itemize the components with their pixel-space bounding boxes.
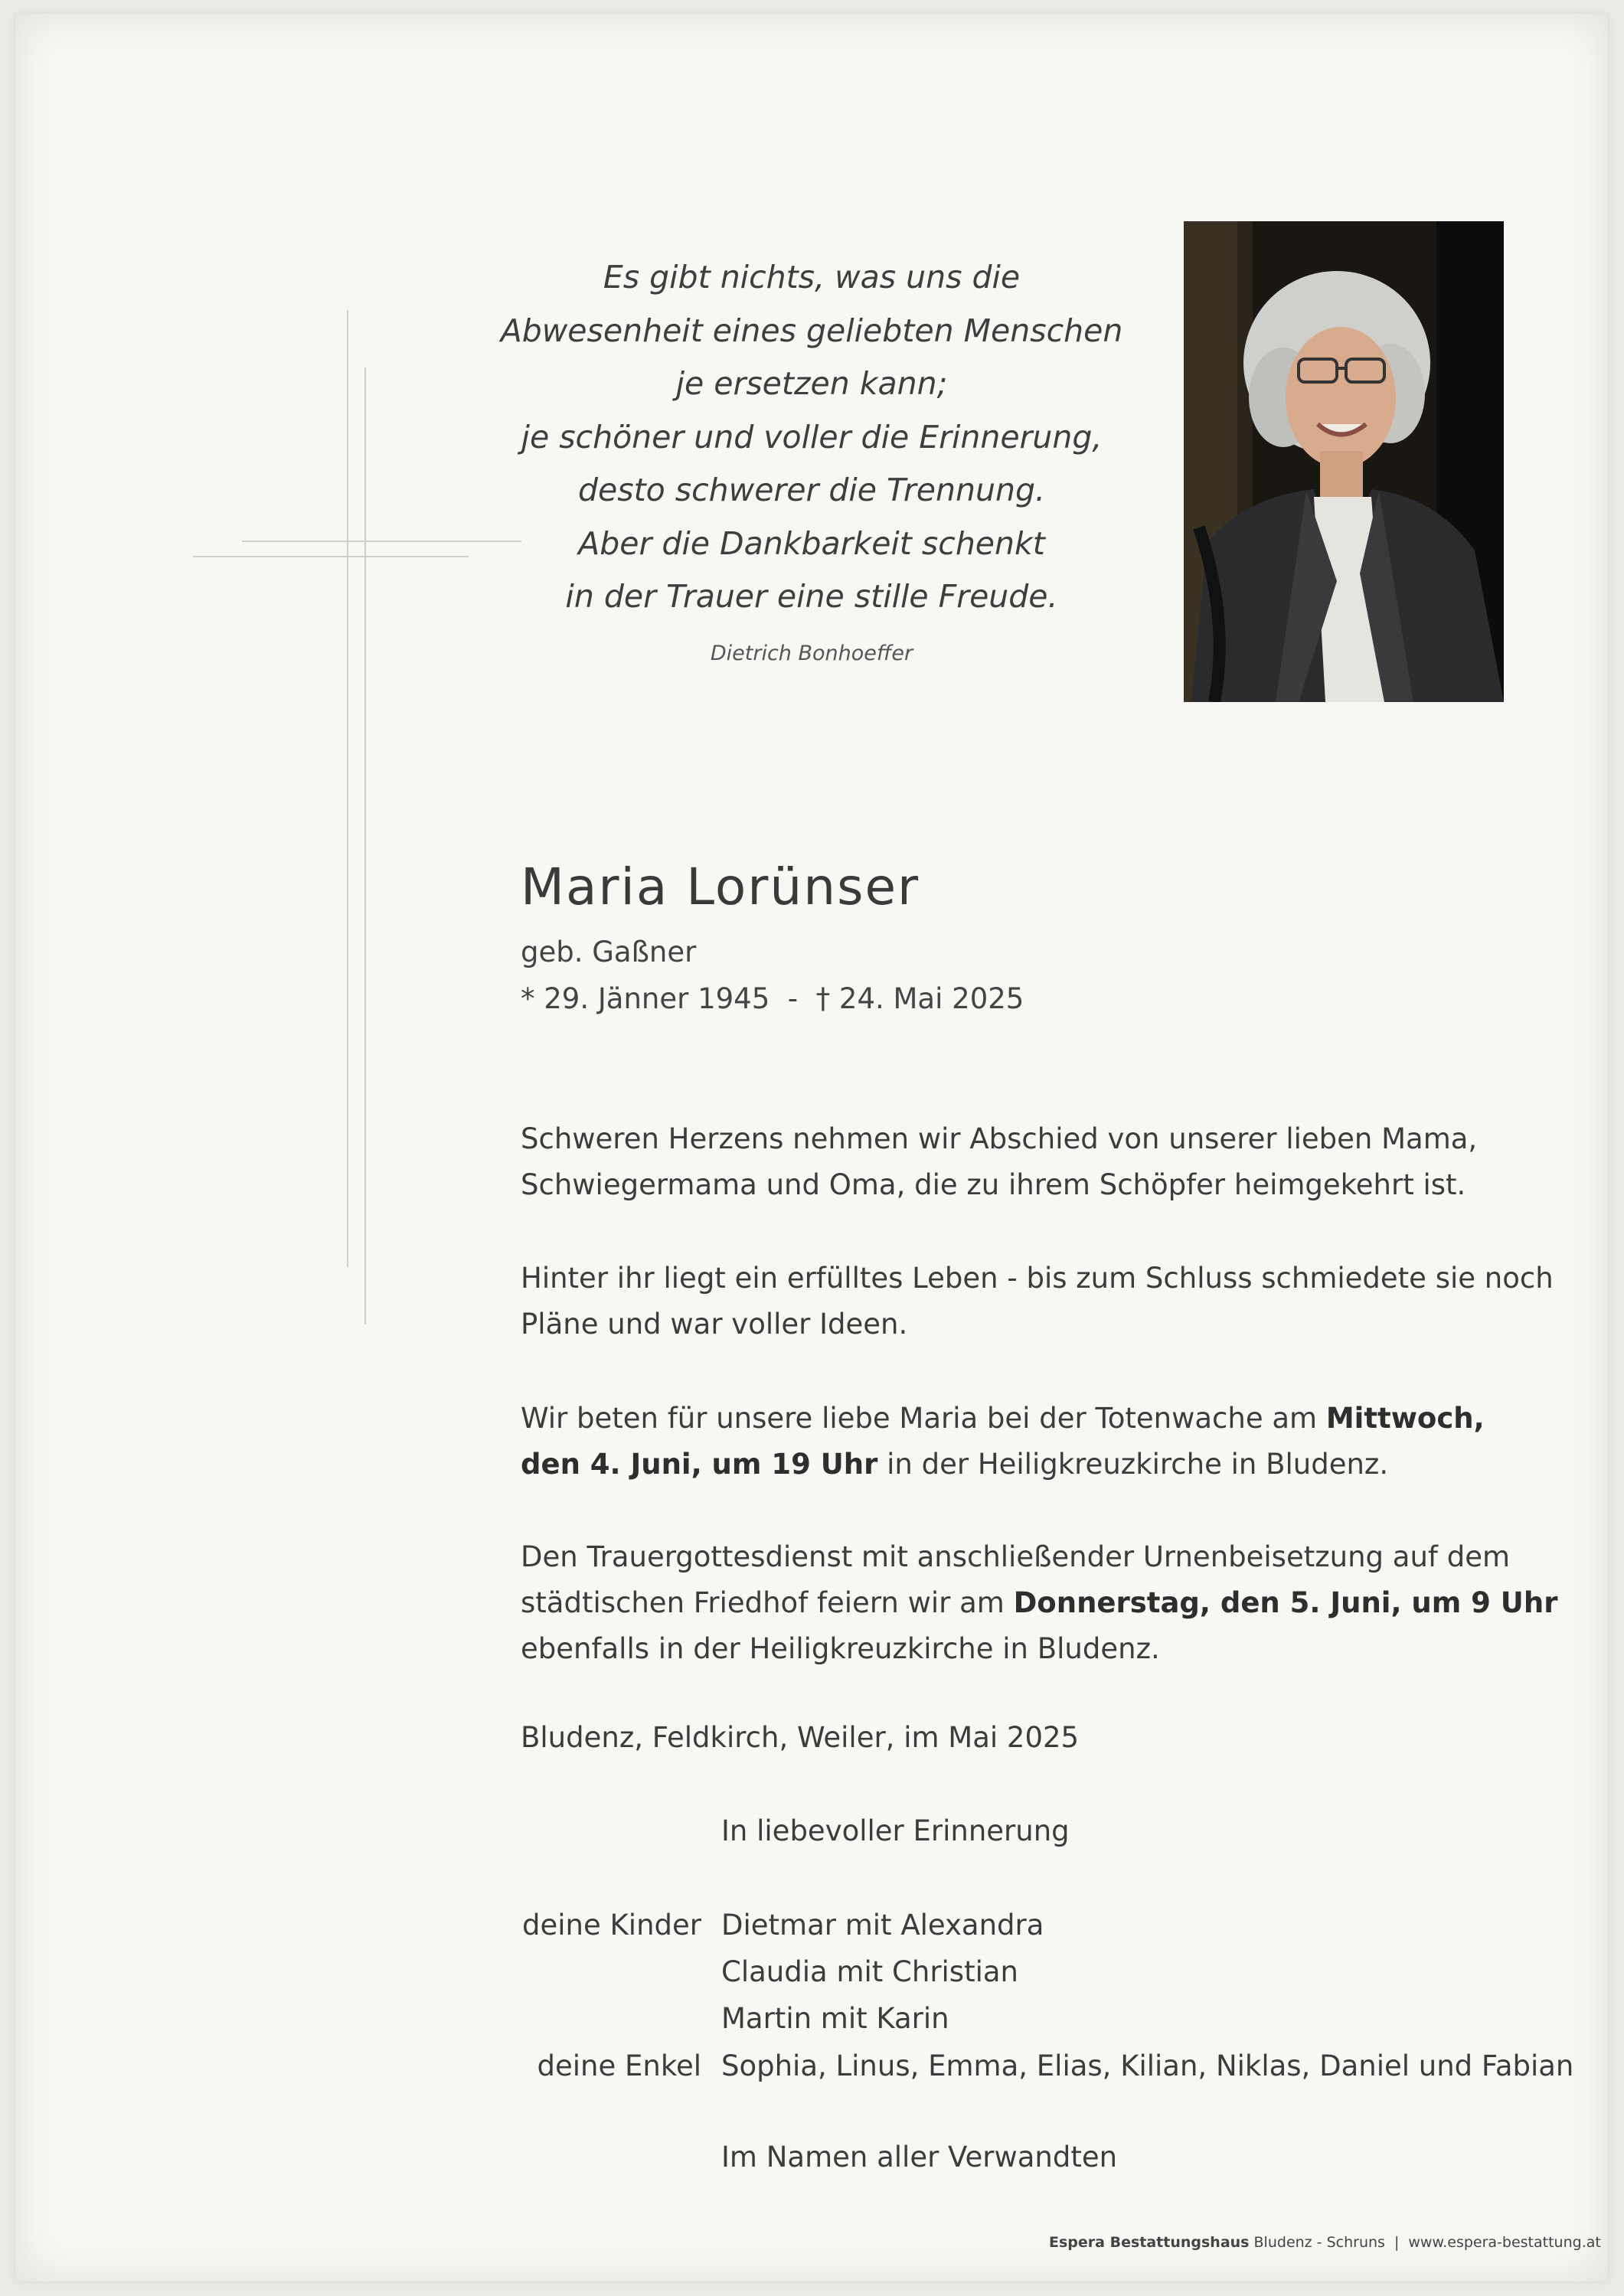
- wake-location: in der Heiligkreuzkirche in Bludenz.: [877, 1448, 1389, 1481]
- paragraph-funeral: [521, 1534, 1558, 1672]
- quote-line: Es gibt nichts, was uns die: [603, 259, 1021, 296]
- paragraph-line: [521, 1396, 1531, 1442]
- child-name: Claudia mit Christian: [721, 1955, 1018, 1988]
- memory-intro: In liebevoller Erinnerung: [721, 1814, 1070, 1847]
- cross-horizontal-line: [193, 556, 469, 557]
- maiden-name: geb. Gaßner: [521, 936, 697, 968]
- quote-author: Dietrich Bonhoeffer: [710, 642, 913, 665]
- quote-line: je ersetzen kann;: [675, 365, 948, 402]
- funeral-text: städtischen Friedhof feiern wir am: [521, 1586, 1014, 1619]
- cross-vertical-line-offset: [364, 367, 366, 1324]
- quote-line: desto schwerer die Trennung.: [577, 472, 1046, 508]
- funeral-home-name: Espera Bestattungshaus: [1049, 2234, 1250, 2251]
- children-label: deine Kinder: [522, 1909, 701, 1942]
- quote-line: je schöner und voller die Erinnerung,: [521, 418, 1103, 456]
- cross-horizontal-line-offset: [242, 541, 521, 542]
- quote-line: Abwesenheit eines geliebten Menschen: [500, 312, 1123, 349]
- paragraph-line: Den Trauergottesdienst mit anschließender Urnenbeisetzung auf dem: [521, 1540, 1511, 1573]
- funeral-date-time: Donnerstag, den 5. Juni, um 9 Uhr: [1013, 1586, 1558, 1619]
- quote-line: in der Trauer eine stille Freude.: [565, 578, 1058, 615]
- portrait-photo: [1184, 221, 1504, 702]
- footer-separator: |: [1394, 2234, 1400, 2251]
- life-dates: * 29. Jänner 1945 - † 24. Mai 2025: [521, 982, 1024, 1015]
- paragraph-line: Pläne und war voller Ideen.: [521, 1308, 908, 1341]
- wake-text: Wir beten für unsere liebe Maria bei der Totenwache am: [521, 1402, 1326, 1435]
- children-list: [721, 1902, 1044, 2042]
- paragraph-line: [521, 1580, 1558, 1626]
- memorial-quote: [490, 251, 1133, 624]
- paragraph-line: [521, 1442, 1531, 1488]
- paragraph-wake: [521, 1396, 1531, 1488]
- closing-line: Im Namen aller Verwandten: [721, 2141, 1118, 2174]
- paragraph-life: [521, 1256, 1554, 1347]
- grandchildren-list: Sophia, Linus, Emma, Elias, Kilian, Niklas, Daniel und Fabian: [721, 2049, 1574, 2082]
- wake-date-time: den 4. Juni, um 19 Uhr: [521, 1448, 878, 1481]
- deceased-name: Maria Lorünser: [521, 857, 920, 916]
- funeral-home-locations: Bludenz - Schruns: [1249, 2234, 1385, 2251]
- cross-vertical-line: [347, 310, 348, 1267]
- paragraph-line: Hinter ihr liegt ein erfülltes Leben - bis zum Schluss schmiedete sie noch: [521, 1262, 1554, 1295]
- grandchildren-label: deine Enkel: [537, 2049, 701, 2082]
- child-name: Martin mit Karin: [721, 2002, 949, 2035]
- paragraph-farewell: [521, 1116, 1531, 1208]
- paragraph-line: Schweren Herzens nehmen wir Abschied von unserer lieben Mama,: [521, 1122, 1478, 1155]
- footer-website-link[interactable]: www.espera-bestattung.at: [1408, 2234, 1601, 2251]
- wake-day: Mittwoch,: [1325, 1402, 1485, 1435]
- child-name: Dietmar mit Alexandra: [721, 1909, 1044, 1942]
- paragraph-line: Schwiegermama und Oma, die zu ihrem Schöpfer heimgekehrt ist.: [521, 1168, 1466, 1201]
- place-and-date: Bludenz, Feldkirch, Weiler, im Mai 2025: [521, 1721, 1080, 1754]
- paragraph-line: ebenfalls in der Heiligkreuzkirche in Bludenz.: [521, 1632, 1160, 1665]
- quote-line: Aber die Dankbarkeit schenkt: [578, 524, 1045, 562]
- footer-imprint: [1049, 2234, 1601, 2251]
